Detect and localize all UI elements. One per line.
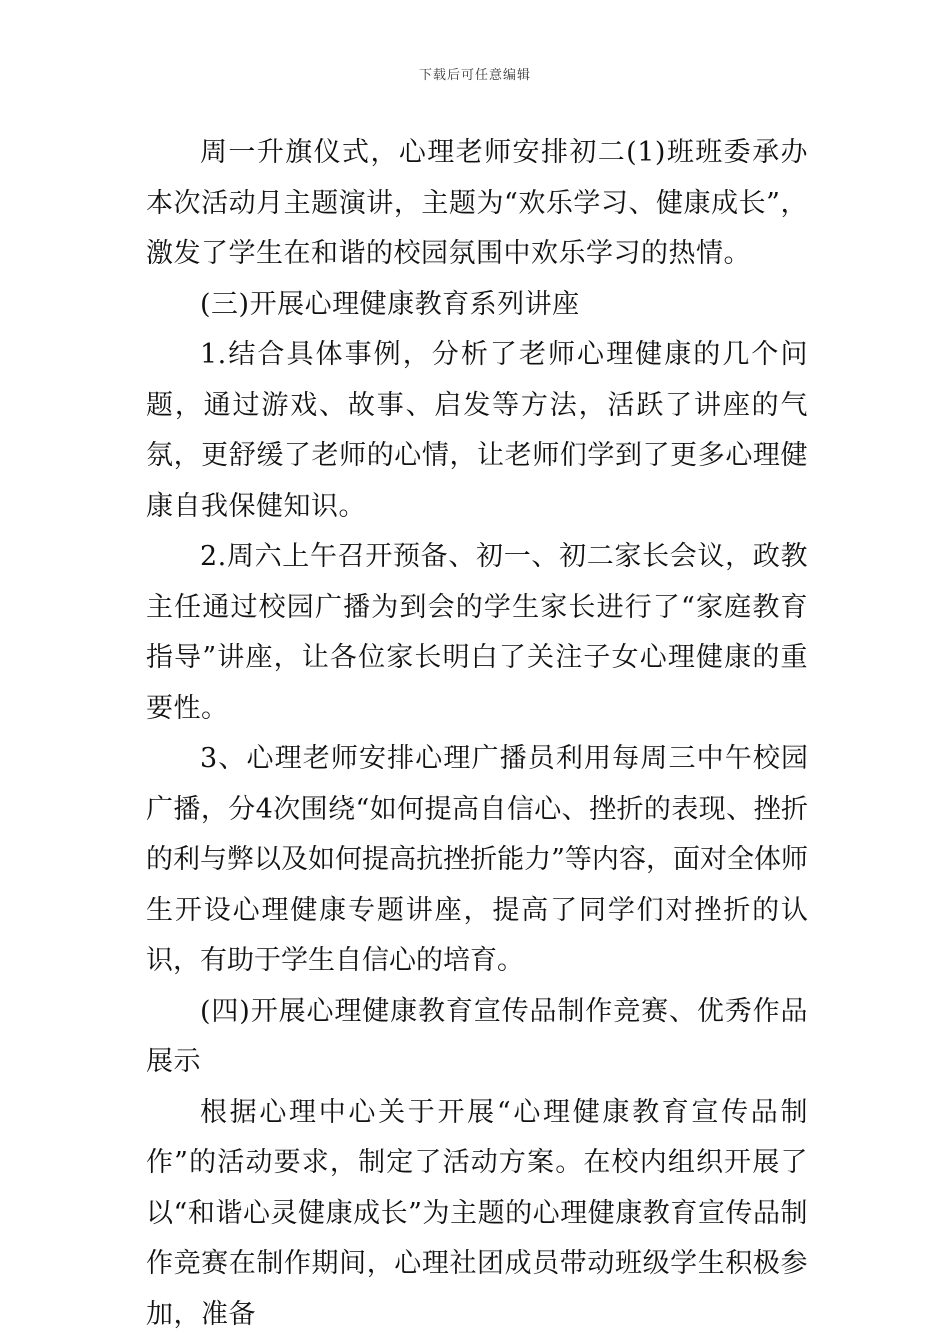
document-body xyxy=(146,128,808,1340)
paragraph-lecture-3: 3、心理老师安排心理广播员利用每周三中午校园广播，分4次围绕“如何提高自信心、挫折的表现、挫折的利与弊以及如何提高抗挫折能力”等内容，面对全体师生开设心理健康专题讲座，提高了同学们对挫折的认识，有助于学生自信心的培育。 xyxy=(146,743,808,976)
page-header: 下载后可任意编辑 xyxy=(418,68,531,83)
paragraph-lecture-1: 1.结合具体事例，分析了老师心理健康的几个问题，通过游戏、故事、启发等方法，活跃了讲座的气氛，更舒缓了老师的心情，让老师们学到了更多心理健康自我保健知识。 xyxy=(146,339,808,522)
section-heading-competition: (四)开展心理健康教育宣传品制作竞赛、优秀作品展示 xyxy=(146,995,808,1077)
paragraph-flag-ceremony: 周一升旗仪式，心理老师安排初二(1)班班委承办本次活动月主题演讲，主题为“欢乐学习、健康成长”，激发了学生在和谐的校园氛围中欢乐学习的热情。 xyxy=(146,137,808,269)
paragraph-lecture-2: 2.周六上午召开预备、初一、初二家长会议，政教主任通过校园广播为到会的学生家长进行了“家庭教育指导”讲座，让各位家长明白了关注子女心理健康的重要性。 xyxy=(146,541,808,724)
paragraph-competition: 根据心理中心关于开展“心理健康教育宣传品制作”的活动要求，制定了活动方案。在校内组织开展了以“和谐心灵健康成长”为主题的心理健康教育宣传品制作竞赛在制作期间，心理社团成员带动班级学生积极参加，准备 xyxy=(146,1096,808,1330)
section-heading-lectures: (三)开展心理健康教育系列讲座 xyxy=(200,288,580,320)
